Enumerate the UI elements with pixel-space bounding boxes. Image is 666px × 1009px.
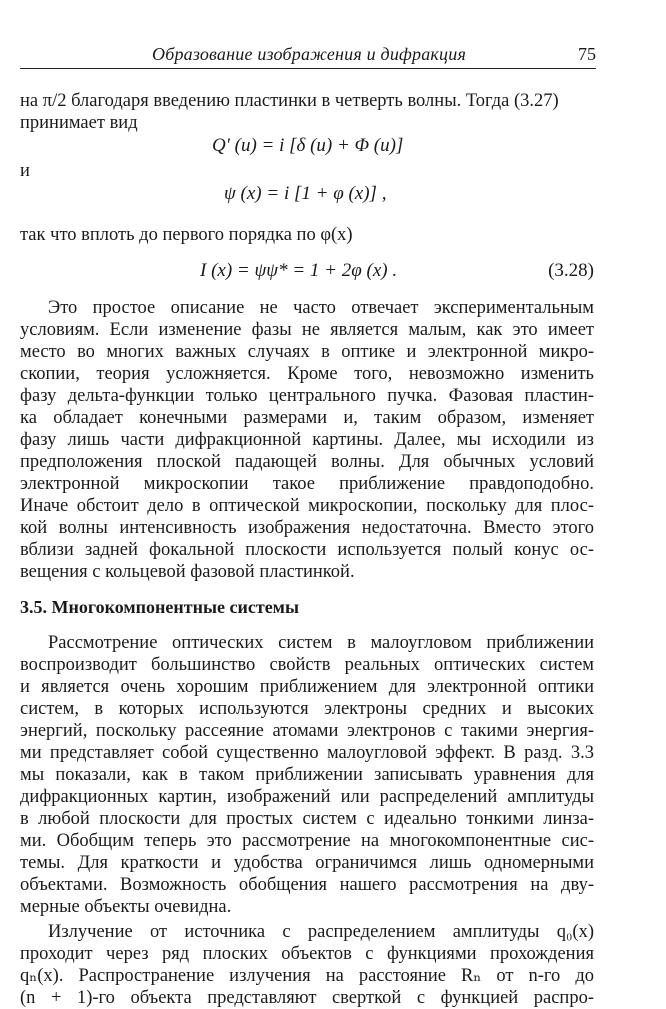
equation-number: (3.28) (548, 260, 594, 281)
paragraph-line: фазу лишь части дифракционной картины. Далее, мы исходили из (20, 430, 594, 450)
paragraph-line: объектами. Возможность обобщения нашего рассмотрения на дву- (20, 875, 594, 895)
paragraph-line: вещения с кольцевой фазовой пластинкой. (20, 562, 355, 582)
equation-psi: ψ (x) = i [1 + φ (x)] , (224, 183, 387, 204)
text-line: и (20, 161, 30, 181)
text-line: принимает вид (20, 113, 138, 133)
text-line: так что вплоть до первого порядка по φ(x) (20, 225, 353, 245)
paragraph-line: электронной микроскопии такое приближение правдоподобно. (20, 474, 594, 494)
paragraph-line: энергий, поскольку рассеяние атомами электронов с такими энергия- (20, 721, 594, 741)
text-line: на π/2 благодаря введению пластинки в четверть волны. Тогда (3.27) (20, 91, 559, 111)
paragraph-line: условиям. Если изменение фазы не является малым, как это имеет (20, 320, 594, 340)
paragraph-line: Излучение от источника с распределением амплитуды q₀(x) (48, 922, 594, 942)
paragraph-line: дифракционных картин, изображений или распределений амплитуды (20, 787, 594, 807)
section-heading: 3.5. Многокомпонентные системы (20, 597, 299, 617)
paragraph-line: фазу дельта-функции только центрального пучка. Фазовая пластин- (20, 386, 594, 406)
paragraph-line: Иначе обстоит дело в оптической микроскопии, поскольку для плос- (20, 496, 594, 516)
paragraph-line: ка обладает конечными размерами и, таким образом, изменяет (20, 408, 594, 428)
paragraph-line: вблизи задней фокальной плоскости используется полый конус ос- (20, 540, 594, 560)
paragraph-line: (n + 1)-го объекта представляют сверткой с функцией распро- (20, 988, 594, 1008)
page-header (20, 42, 596, 69)
paragraph-line: темы. Для краткости и удобства ограничимся лишь одномерными (20, 853, 594, 873)
paragraph-line: предположения плоской падающей волны. Для обычных условий (20, 452, 594, 472)
paragraph-line: мерные объекты очевидна. (20, 897, 232, 917)
paragraph-line: ми представляет собой существенно малоугловой эффект. В разд. 3.3 (20, 743, 594, 763)
paragraph-line: кой волны интенсивность изображения недостаточна. Вместо этого (20, 518, 594, 538)
paragraph-line: скопии, теория усложняется. Кроме того, невозможно изменить (20, 364, 594, 384)
paragraph-line: Это простое описание не часто отвечает экспериментальным (48, 298, 594, 318)
paragraph-line: воспроизводит большинство свойств реальных оптических систем (20, 655, 594, 675)
paragraph-line: систем, в которых используются электроны средних и высоких (20, 699, 594, 719)
equation-q-prime: Q′ (u) = i [δ (u) + Φ (u)] (212, 135, 404, 156)
paragraph-line: в любой плоскости для простых систем с идеально тонкими линза- (20, 809, 594, 829)
paragraph-line: проходит через ряд плоских объектов с функциями прохождения (20, 944, 594, 964)
paragraph-line: qₙ(x). Распространение излучения на расстояние Rₙ от n-го до (20, 966, 594, 986)
paragraph-line: место во многих важных случаях в оптике и электронной микро- (20, 342, 594, 362)
running-title: Образование изображения и дифракция (152, 44, 467, 64)
paragraph-line: Рассмотрение оптических систем в малоугловом приближении (48, 633, 594, 653)
paragraph-line: ми. Обобщим теперь это рассмотрение на многокомпонентные сис- (20, 831, 594, 851)
equation-intensity: I (x) = ψψ* = 1 + 2φ (x) . (200, 260, 398, 281)
page-number: 75 (578, 44, 596, 64)
paragraph-line: и является очень хорошим приближением для электронной оптики (20, 677, 594, 697)
paragraph-line: мы показали, как в таком приближении записывать уравнения для (20, 765, 594, 785)
